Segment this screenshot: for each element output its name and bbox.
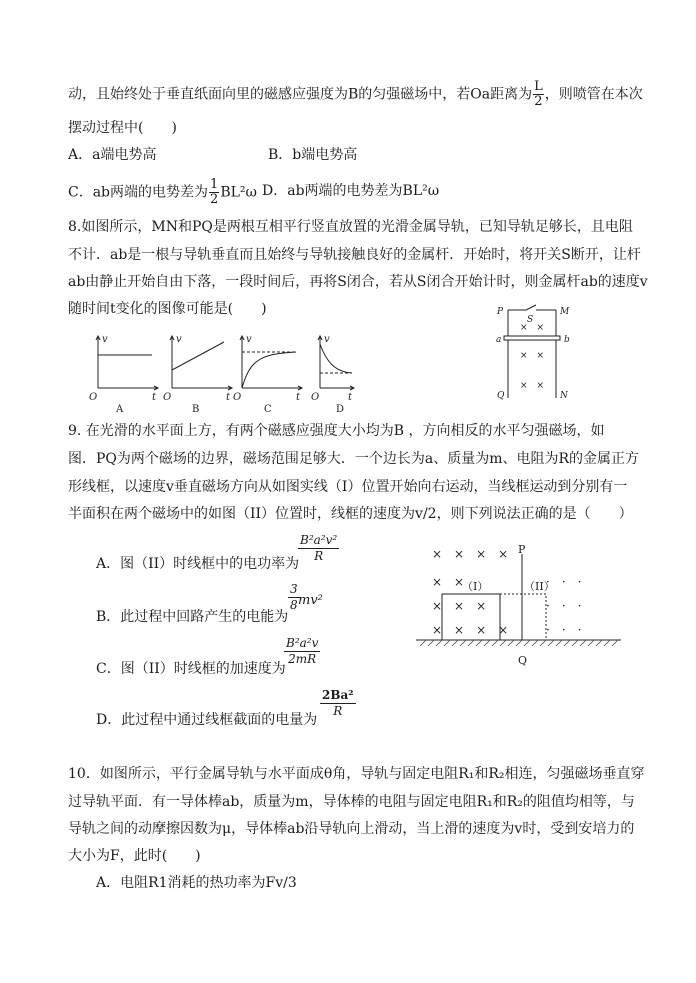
q8-line2: 不计．ab是一根与导轨垂直而且始终与导轨接触良好的金属杆．开始时，将开关S断开，让杆 [68, 247, 641, 263]
q7-line1-tail: ，则喷管在本次 [544, 86, 643, 103]
q8-line4: 随时间t变化的图像可能是( ) [68, 301, 267, 317]
q7-option-b: B．b端电势高 [268, 147, 358, 163]
q7-line1-text: 动，且始终处于垂直纸面向里的磁感应强度为B的匀强磁场中，若Oa距离为 [68, 86, 533, 103]
svg-text:× ×: × × [520, 381, 545, 391]
q8-fig-p: P [497, 307, 504, 317]
svg-text:× ×: × × [520, 351, 545, 361]
q10-line2: 过导轨平面．有一导体棒ab，质量为m，导体棒的电阻与固定电阻R₁和R₂的阻值均相等，与 [68, 794, 635, 810]
svg-text:× ×: × × [520, 323, 545, 333]
q9-option-d-fraction: 2Ba² R [322, 688, 354, 718]
q8-graph-d-t: t [348, 392, 353, 403]
q9-option-a: A．图（II）时线框中的电功率为 [96, 556, 300, 572]
q9-line3: 形线框，以速度v垂直磁场方向从如图实线（I）位置开始向右运动，当线框运动到分别有一 [68, 479, 628, 495]
q8-line1: 8.如图所示，MN和PQ是两根互相平行竖直放置的光滑金属导轨，已知导轨足够长，且电阻 [68, 219, 633, 235]
q9-option-c: C．图（II）时线框的加速度为 [96, 661, 286, 677]
q8-graph-label-d: D [336, 404, 345, 415]
svg-text:· · ·: · · · [546, 623, 582, 637]
q9-line4: 半面积在两个磁场中的如图（II）位置时，线框的速度为v/2，则下列说法正确的是（ ） [68, 506, 633, 522]
q8-fig-m: M [560, 307, 570, 317]
q10-line4: 大小为F，此时( ) [68, 848, 201, 864]
q7-option-a: A．a端电势高 [68, 147, 157, 163]
svg-text:× × ×: × × × [432, 599, 487, 613]
q8-graph-d-o: O [311, 392, 320, 403]
q8-graph-label-a: A [116, 404, 124, 415]
q9-fig-q: Q [518, 654, 528, 667]
q9-fig-i: （I） [462, 580, 489, 593]
q7-option-d: D．ab两端的电势差为BL²ω [262, 183, 440, 199]
q8-graph-b-v: v [176, 334, 182, 345]
q8-graph-label-c: C [264, 404, 272, 415]
q9-option-d: D．此过程中通过线框截面的电量为 [96, 712, 318, 728]
svg-text:· · ·: · · · [546, 575, 582, 589]
svg-text:× × × ×: × × × × [432, 547, 509, 561]
q9-field-diagram [416, 542, 626, 672]
q8-graph-c-t: t [296, 392, 301, 403]
q9-option-a-fraction: B²a²v² R [300, 533, 338, 563]
q8-graph-c-o: O [233, 392, 242, 403]
q8-line3: ab由静止开始自由下落，一段时间后，再将S闭合，若从S闭合开始计时，则金属杆ab的速度v [68, 274, 648, 290]
q8-graph-label-b: B [192, 404, 200, 415]
q8-graph-a-t: t [152, 392, 157, 403]
q7-fraction: $\frac{L}{2}$ [534, 79, 543, 109]
q9-option-b: B．此过程中回路产生的电能为 [96, 609, 289, 625]
q8-fig-b: b [564, 335, 570, 345]
svg-text:· · ·: · · · [546, 599, 582, 613]
q9-fig-ii: （II） [524, 580, 555, 593]
q9-option-c-fraction: B²a²v 2mR [286, 636, 319, 666]
q8-rail-diagram [492, 302, 582, 402]
q8-graph-options [88, 330, 358, 415]
q9-line1: 9. 在光滑的水平面上方，有两个磁感应强度大小均为B ，方向相反的水平匀强磁场，如 [68, 423, 605, 439]
q8-graph-b-t: t [226, 392, 231, 403]
q9-option-b-fraction: 3 8 [290, 582, 298, 612]
q10-line3: 导轨之间的动摩擦因数为μ，导体棒ab沿导轨向上滑动，当上滑的速度为v时，受到安培力的 [68, 821, 635, 837]
q8-fig-s: S [527, 315, 534, 325]
q8-fig-n: N [560, 391, 568, 401]
q9-option-b-tail: mv² [298, 593, 323, 608]
q8-graph-a-o: O [89, 392, 98, 403]
q7-line2: 摆动过程中( ) [68, 120, 177, 136]
q10-option-a: A．电阻R1消耗的热功率为Fv/3 [96, 875, 297, 891]
q9-line2: 图．PQ为两个磁场的边界，磁场范围足够大．一个边长为a、质量为m、电阻为R的金属正方 [68, 451, 640, 467]
q8-graph-d-v: v [324, 334, 330, 345]
q8-graph-b-o: O [163, 392, 172, 403]
q8-graph-a-v: v [102, 334, 108, 345]
q8-fig-q: Q [497, 391, 505, 401]
q8-fig-a: a [496, 335, 502, 345]
q7-line1 [68, 80, 643, 109]
q8-graph-c-v: v [246, 334, 252, 345]
svg-text:× ×: × × [432, 575, 465, 589]
q9-fig-p: P [518, 543, 526, 556]
q7-option-c-fraction: $\frac{1}{2}$ [210, 177, 219, 207]
q7-option-c: C．ab两端的电势差为 $\frac{1}{2}$ BL²ω [68, 177, 257, 207]
q10-line1: 10．如图所示，平行金属导轨与水平面成θ角，导轨与固定电阻R₁和R₂相连，匀强磁场垂直穿 [68, 766, 645, 782]
svg-text:× × × ×: × × × × [432, 623, 509, 637]
